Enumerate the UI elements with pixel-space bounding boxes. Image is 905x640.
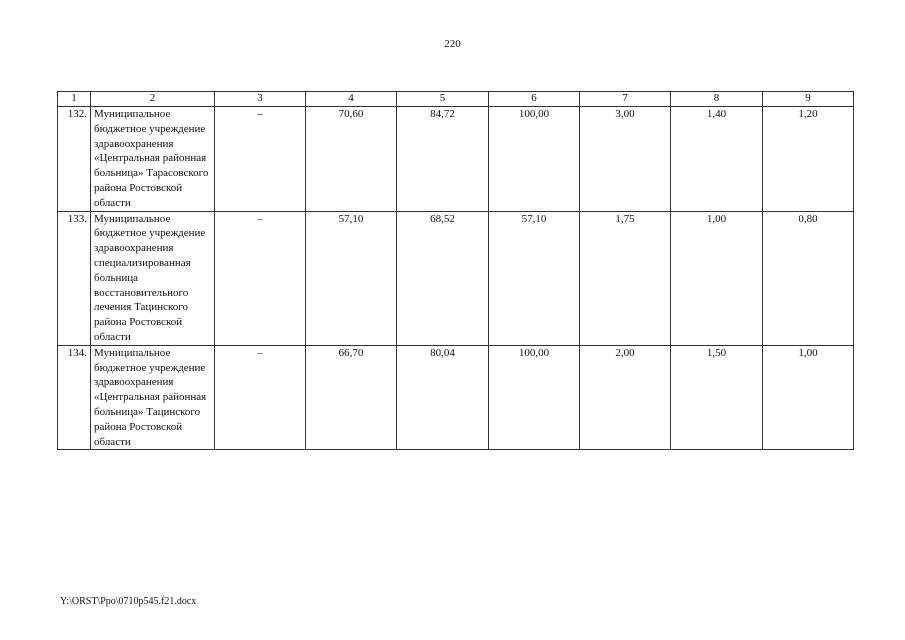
header-row	[58, 92, 854, 107]
cell-col7: 1,75	[580, 211, 671, 345]
institution-name: Муниципальное бюджетное учреждение здравоохранения «Центральная районная больница» Тарасовского района Ростовской области	[91, 107, 215, 212]
cell-col9: 1,20	[763, 107, 854, 212]
row-number: 133.	[58, 211, 91, 345]
column-header: 8	[671, 92, 763, 107]
cell-col6: 100,00	[489, 107, 580, 212]
cell-col6: 57,10	[489, 211, 580, 345]
cell-col9: 0,80	[763, 211, 854, 345]
cell-col3: –	[215, 107, 306, 212]
table-row	[58, 107, 854, 212]
data-table	[57, 91, 854, 450]
table-row	[58, 211, 854, 345]
table-row	[58, 345, 854, 450]
column-header: 6	[489, 92, 580, 107]
cell-col5: 80,04	[397, 345, 489, 450]
cell-col8: 1,40	[671, 107, 763, 212]
column-header: 2	[91, 92, 215, 107]
row-number: 134.	[58, 345, 91, 450]
page-number: 220	[444, 38, 461, 50]
institution-name: Муниципальное бюджетное учреждение здравоохранения специализированная больница восстановительного лечения Тацинского района Ростовской области	[91, 211, 215, 345]
cell-col7: 2,00	[580, 345, 671, 450]
cell-col6: 100,00	[489, 345, 580, 450]
cell-col9: 1,00	[763, 345, 854, 450]
cell-col4: 70,60	[306, 107, 397, 212]
cell-col4: 57,10	[306, 211, 397, 345]
column-header: 1	[58, 92, 91, 107]
cell-col7: 3,00	[580, 107, 671, 212]
cell-col8: 1,00	[671, 211, 763, 345]
column-header: 7	[580, 92, 671, 107]
cell-col3: –	[215, 345, 306, 450]
cell-col5: 84,72	[397, 107, 489, 212]
cell-col3: –	[215, 211, 306, 345]
row-number: 132.	[58, 107, 91, 212]
column-header: 9	[763, 92, 854, 107]
cell-col4: 66,70	[306, 345, 397, 450]
cell-col8: 1,50	[671, 345, 763, 450]
column-header: 3	[215, 92, 306, 107]
cell-col5: 68,52	[397, 211, 489, 345]
column-header: 5	[397, 92, 489, 107]
file-path-footer: Y:\ORST\Ppo\0710p545.f21.docx	[60, 596, 197, 607]
institution-name: Муниципальное бюджетное учреждение здравоохранения «Центральная районная больница» Тацинского района Ростовской области	[91, 345, 215, 450]
column-header: 4	[306, 92, 397, 107]
